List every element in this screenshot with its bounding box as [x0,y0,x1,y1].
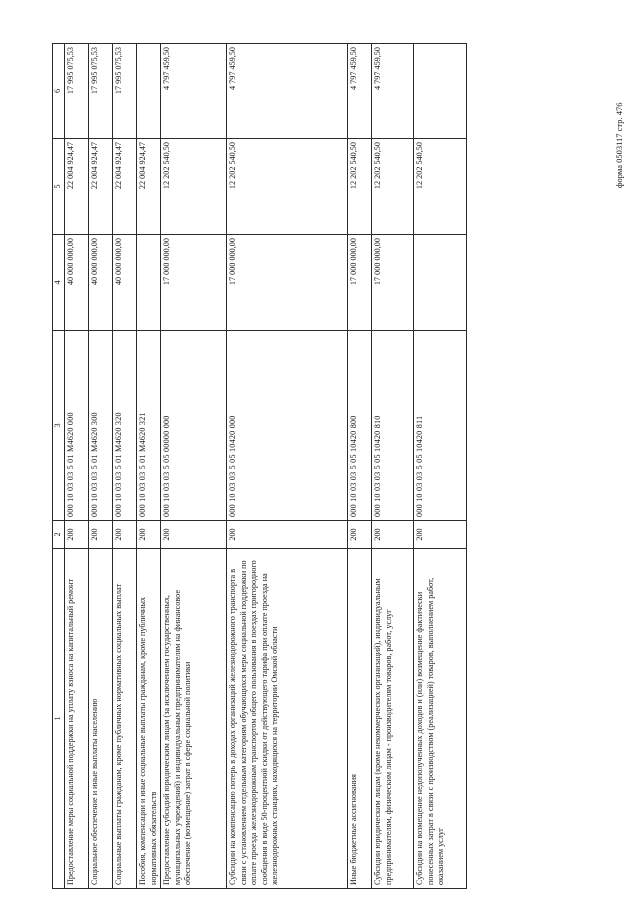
report-table-area [52,44,597,889]
unexecuted-amount: 4 797 459,50 [161,44,227,139]
line-code: 200 [113,521,137,549]
indicator-name: Предоставление меры социальной поддержки на уплату взноса на капитальный ремонт [65,549,89,889]
line-code: 200 [348,521,372,549]
unexecuted-amount: 4 797 459,50 [348,44,372,139]
unexecuted-amount: 4 797 459,50 [227,44,348,139]
table-row [65,44,89,889]
table-row [372,44,414,889]
column-number-row [53,44,65,889]
executed-amount: 12 202 540,50 [227,139,348,235]
line-code: 200 [372,521,414,549]
budget-classification-code: 000 10 03 03 5 05 10420 811 [414,331,467,521]
unexecuted-amount: 17 995 075,53 [113,44,137,139]
table-row [137,44,161,889]
executed-amount: 22 004 924,47 [65,139,89,235]
line-code: 200 [89,521,113,549]
budget-classification-code: 000 10 03 03 5 01 М4620 321 [137,331,161,521]
budget-classification-code: 000 10 03 03 5 05 10420 800 [348,331,372,521]
budget-classification-code: 000 10 03 03 5 05 10420 810 [372,331,414,521]
budget-classification-code: 000 10 03 03 5 05 10420 000 [227,331,348,521]
table-row [89,44,113,889]
unexecuted-amount: 17 995 075,53 [65,44,89,139]
executed-amount: 12 202 540,50 [348,139,372,235]
column-number: 3 [53,331,65,521]
table-row [348,44,372,889]
page-header [611,18,627,188]
budget-classification-code: 000 10 03 03 5 01 М4620 300 [89,331,113,521]
indicator-name: Пособия, компенсации и иные социальные выплаты гражданам, кроме публичных нормативных обязательств [137,549,161,889]
executed-amount: 22 004 924,47 [89,139,113,235]
table-row [227,44,348,889]
line-code: 200 [227,521,348,549]
table-row [113,44,137,889]
table-row [161,44,227,889]
approved-amount [414,235,467,331]
unexecuted-amount: 4 797 459,50 [372,44,414,139]
column-number: 5 [53,139,65,235]
column-number: 1 [53,549,65,889]
budget-classification-code: 000 10 03 03 5 01 М4620 000 [65,331,89,521]
indicator-name: Субсидии на возмещение недополученных доходов и (или) возмещение фактически понесенных затрат в связи с производством (реализацией) товаров, выполнением работ, оказанием услуг [414,549,467,889]
indicator-name: Социальные выплаты гражданам, кроме публичных нормативных социальных выплат [113,549,137,889]
executed-amount: 12 202 540,50 [161,139,227,235]
approved-amount: 40 000 000,00 [89,235,113,331]
approved-amount: 17 000 000,00 [161,235,227,331]
column-number: 6 [53,44,65,139]
line-code: 200 [65,521,89,549]
unexecuted-amount [414,44,467,139]
indicator-name: Иные бюджетные ассигнования [348,549,372,889]
indicator-name: Предоставление субсидий юридическим лицам (за исключением государственных, муниципальных учреждений) и индивидуальным предпринимателям на финансовое обеспечение (возмещение) затрат в сфере социальной политики [161,549,227,889]
executed-amount: 12 202 540,50 [372,139,414,235]
executed-amount: 12 202 540,50 [414,139,467,235]
approved-amount [137,235,161,331]
approved-amount: 17 000 000,00 [227,235,348,331]
indicator-name: Субсидии на компенсацию потерь в доходах организаций железнодорожного транспорта в связи с установлением отдельным категориям обучающихся меры социальной поддержки по оплате проезда железнодорожным транспортом общего пользования в поездах пригородного сообщения в виде 50-процентной скидки от действующего тарифа при оплате проезда на железнодорожных станциях, находящихся на территории Омской области [227,549,348,889]
column-number: 2 [53,521,65,549]
approved-amount: 40 000 000,00 [65,235,89,331]
approved-amount: 17 000 000,00 [348,235,372,331]
line-code: 200 [414,521,467,549]
unexecuted-amount: 17 995 075,53 [89,44,113,139]
form-label: форма 0503117 стр. 476 [614,102,624,188]
table-row [414,44,467,889]
budget-classification-code: 000 10 03 03 5 05 00000 000 [161,331,227,521]
indicator-name: Социальное обеспечение и иные выплаты населению [89,549,113,889]
column-number: 4 [53,235,65,331]
approved-amount: 40 000 000,00 [113,235,137,331]
indicator-name: Субсидии юридическим лицам (кроме некоммерческих организаций), индивидуальным предпринимателям, физическим лицам - производителям товаров, работ, услуг [372,549,414,889]
executed-amount: 22 004 924,47 [137,139,161,235]
line-code: 200 [137,521,161,549]
unexecuted-amount [137,44,161,139]
rotated-table-wrapper [52,44,597,889]
approved-amount: 17 000 000,00 [372,235,414,331]
executed-amount: 22 004 924,47 [113,139,137,235]
line-code: 200 [161,521,227,549]
budget-classification-code: 000 10 03 03 5 01 М4620 320 [113,331,137,521]
report-table [52,43,467,889]
